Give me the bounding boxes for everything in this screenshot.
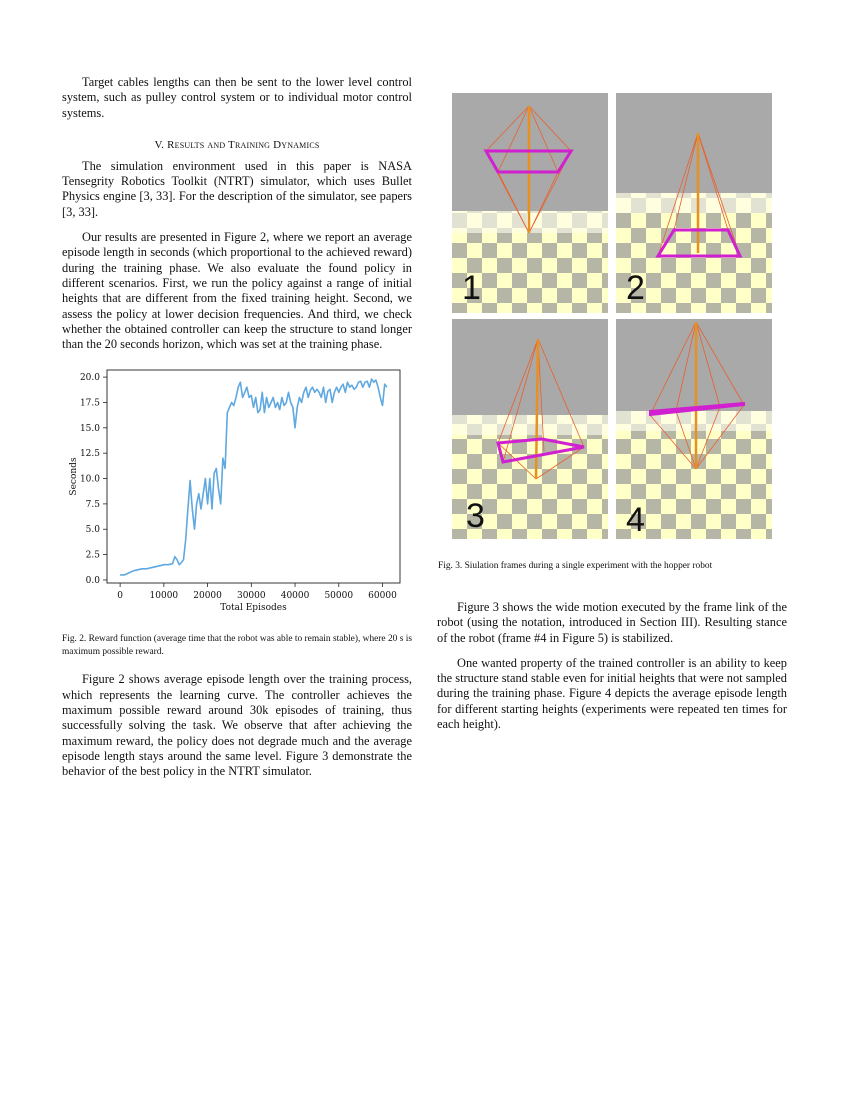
- right-column: [437, 600, 787, 732]
- y-tick-label: 0.0: [85, 576, 100, 587]
- x-tick-label: 50000: [324, 591, 354, 602]
- y-tick-label: 7.5: [85, 500, 100, 511]
- x-tick-label: 20000: [193, 591, 222, 602]
- y-tick-label: 10.0: [79, 474, 100, 485]
- series-line: [120, 380, 387, 576]
- figure-3-caption: Fig. 3. Siulation frames during a single experiment with the hopper robot: [438, 561, 713, 571]
- y-tick-label: 17.5: [79, 398, 100, 409]
- y-tick-label: 12.5: [79, 449, 100, 460]
- figure-2-caption: Fig. 2. Reward function (average time that the robot was able to remain stable), where 20 s is maximum possible reward.: [62, 634, 412, 657]
- x-tick-label: 10000: [149, 591, 179, 602]
- y-tick-label: 20.0: [79, 373, 100, 384]
- sim-frame-1: [452, 93, 608, 313]
- x-tick-label: 60000: [368, 591, 397, 602]
- paragraph-figure-2: Figure 2 shows average episode length over the training process, which represents the learning curve. The controller achieves the maximum possible reward around 30k episodes of training, thus successfully solving the task. We observe that after achieving the maximum reward, the policy does not degrade much and the average episode length stays around the same level. Figure 3 demonstrate the behavior of the best policy in the NTRT simulator.: [62, 672, 412, 779]
- paragraph-property: One wanted property of the trained controller is an ability to keep the structure stand stable even for initial heights that were not sampled during the training phase. Figure 4 depicts the average episode length for different starting heights (experiments were repeated ten times for each height).: [437, 655, 787, 732]
- y-tick-label: 5.0: [85, 525, 100, 536]
- frame-number-3: 3: [466, 497, 485, 535]
- paragraph-intro: Target cables lengths can then be sent to the lower level control system, such as pulley control system or to individual motor control systems.: [62, 75, 412, 120]
- frame-number-2: 2: [626, 269, 645, 307]
- y-tick-label: 15.0: [79, 424, 100, 435]
- figure-2: [62, 366, 412, 621]
- plot-frame: [107, 370, 400, 583]
- paragraph-simulator: The simulation environment used in this paper is NASA Tensegrity Robotics Toolkit (NTRT) simulator, which uses Bullet Physics engine [3, 33]. For the description of the simulator, see papers [3, 33].: [62, 158, 412, 219]
- figure-3: [452, 93, 774, 545]
- section-heading: V. Results and Training Dynamics: [154, 138, 320, 151]
- paragraph-results: Our results are presented in Figure 2, where we report an average episode length in seconds (which proportional to the achieved reward) during the training phase. We also evaluate the found policy in different scenarios. First, we run the policy against a range of initial heights that are different from the fixed training height. Second, we assess the policy at lower decision frequencies. And third, we check whether the obtained controller can keep the structure to stand longer than the 20 seconds horizon, which was set at the training phase.: [62, 230, 412, 352]
- y-tick-label: 2.5: [85, 551, 100, 562]
- learning-curve-chart: [62, 366, 412, 616]
- paragraph-figure-3: Figure 3 shows the wide motion executed by the frame link of the robot (using the notation, introduced in Section III). Resulting stance of the robot (frame #4 in Figure 5) is stabilized.: [437, 600, 787, 645]
- y-axis-label: Seconds: [69, 457, 79, 497]
- sim-frame-3: [452, 319, 608, 539]
- x-tick-label: 40000: [280, 591, 310, 602]
- x-axis-label: Total Episodes: [220, 603, 287, 614]
- sim-frame-4: [616, 319, 772, 539]
- frame-number-4: 4: [626, 501, 645, 539]
- sim-frame-2: [616, 93, 772, 313]
- left-column: [62, 75, 412, 780]
- x-tick-label: 0: [117, 591, 123, 602]
- frame-number-1: 1: [462, 269, 481, 307]
- x-tick-label: 30000: [236, 591, 266, 602]
